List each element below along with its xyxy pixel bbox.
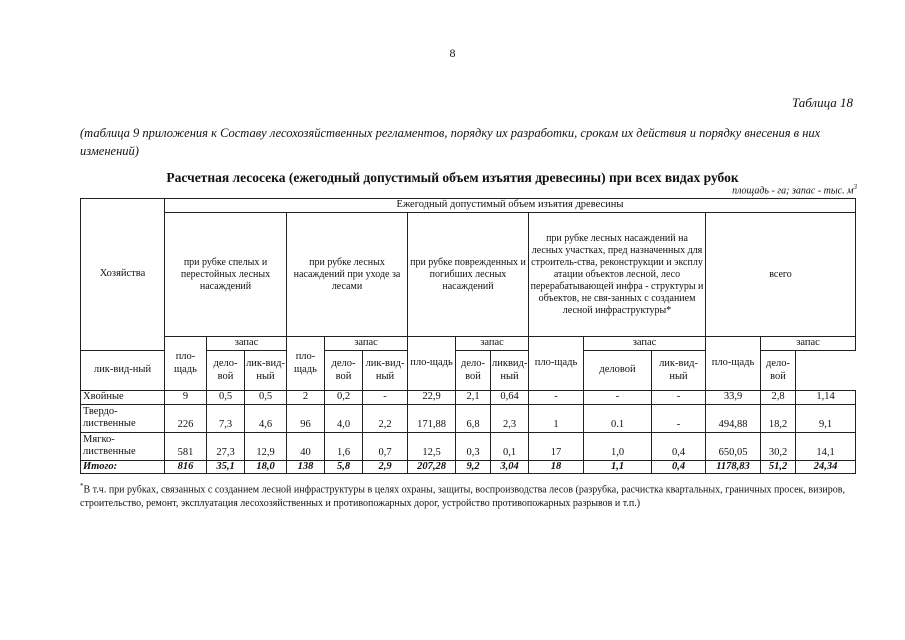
- cell: 33,9: [706, 391, 761, 405]
- cell: 0.1: [584, 404, 652, 432]
- cell: 581: [165, 432, 207, 460]
- header-liquid: лик-вид-ный: [81, 351, 165, 391]
- cell: 9: [165, 391, 207, 405]
- cell: -: [363, 391, 408, 405]
- footnote-text: В т.ч. при рубках, связанных с созданием лесной инфраструктуры в целях охраны, защиты, воспроизводства лесов (разрубка, расчистка квартальных, граничных просек, визиров, строительство, ремонт, эксплуатация лесохозяйственных и противопожарных дорог, устройство противопожарных разрывов и т.п.): [80, 484, 845, 510]
- cell: -: [584, 391, 652, 405]
- logging-table: [80, 198, 856, 474]
- cell: -: [652, 391, 706, 405]
- cell: 96: [287, 404, 325, 432]
- header-area: пло-щадь: [529, 337, 584, 391]
- cell: 24,34: [796, 460, 856, 474]
- cell: 0,64: [491, 391, 529, 405]
- cell: 226: [165, 404, 207, 432]
- cell: 171,88: [408, 404, 456, 432]
- cell: 0,2: [325, 391, 363, 405]
- header-group-total: всего: [706, 213, 856, 337]
- cell: 3,04: [491, 460, 529, 474]
- header-area: пло-щадь: [165, 337, 207, 391]
- units-text: площадь - га; запас - тыс. м: [732, 185, 854, 197]
- cell: 0,4: [652, 460, 706, 474]
- cell: 2: [287, 391, 325, 405]
- cell: 207,28: [408, 460, 456, 474]
- row-name: Итого:: [81, 460, 165, 474]
- header-stock: запас: [325, 337, 408, 351]
- cell: 0,7: [363, 432, 408, 460]
- header-stock: запас: [207, 337, 287, 351]
- row-name: Мягко-лиственные: [81, 432, 165, 460]
- cell: 816: [165, 460, 207, 474]
- header-group-infrastructure: при рубке лесных насаждений на лесных участках, пред назначенных для строитель-ства, реконструкции и эксплу атации объектов лесной, лесо перерабатывающей инфра - структуры и объектов, не свя-занных с созданием лесной инфраструктуры*: [529, 213, 706, 337]
- cell: 27,3: [207, 432, 245, 460]
- cell: 1,14: [796, 391, 856, 405]
- header-business: дело-вой: [761, 351, 796, 391]
- cell: -: [652, 404, 706, 432]
- cell: 7,3: [207, 404, 245, 432]
- cell: 494,88: [706, 404, 761, 432]
- header-area: пло-щадь: [706, 337, 761, 391]
- header-area: пло-щадь: [408, 337, 456, 391]
- table-row: [81, 391, 856, 405]
- table-label: Таблица 18: [791, 95, 853, 110]
- cell: 1178,83: [706, 460, 761, 474]
- cell: 14,1: [796, 432, 856, 460]
- header-row-3: [81, 337, 856, 351]
- cell: 35,1: [207, 460, 245, 474]
- header-liquid: лик-вид-ный: [245, 351, 287, 391]
- units-note: [732, 183, 857, 196]
- footnote: [80, 479, 860, 511]
- page-number: 8: [449, 46, 456, 60]
- row-name: Хвойные: [81, 391, 165, 405]
- row-name: Твердо-лиственные: [81, 404, 165, 432]
- cell: 0,4: [652, 432, 706, 460]
- cell: 9,2: [456, 460, 491, 474]
- cell: 9,1: [796, 404, 856, 432]
- header-farm: Хозяйства: [81, 199, 165, 351]
- header-group: Ежегодный допустимый объем изъятия древесины: [165, 199, 856, 213]
- cell: 1,0: [584, 432, 652, 460]
- cell: 22,9: [408, 391, 456, 405]
- cell: 40: [287, 432, 325, 460]
- table-subtitle: (таблица 9 приложения к Составу лесохозяйственных регламентов, порядку их разработки, срокам их действия и порядку внесения в них изменений): [80, 126, 821, 158]
- cell: 1: [529, 404, 584, 432]
- cell: 5,8: [325, 460, 363, 474]
- total-row: [81, 460, 856, 474]
- cell: -: [529, 391, 584, 405]
- cell: 18: [529, 460, 584, 474]
- cell: 2,8: [761, 391, 796, 405]
- cell: 1,6: [325, 432, 363, 460]
- footnote-mark: *: [80, 482, 84, 490]
- header-liquid: ликвид-ный: [491, 351, 529, 391]
- cell: 12,5: [408, 432, 456, 460]
- cell: 0,1: [491, 432, 529, 460]
- cell: 30,2: [761, 432, 796, 460]
- cell: 2,1: [456, 391, 491, 405]
- header-business: дело-вой: [207, 351, 245, 391]
- header-stock: запас: [456, 337, 529, 351]
- cell: 18,0: [245, 460, 287, 474]
- table-row: [81, 432, 856, 460]
- cell: 138: [287, 460, 325, 474]
- cell: 4,0: [325, 404, 363, 432]
- header-business: дело-вой: [325, 351, 363, 391]
- header-group-damaged: при рубке поврежденных и погибших лесных насаждений: [408, 213, 529, 337]
- cell: 6,8: [456, 404, 491, 432]
- header-group-care: при рубке лесных насаждений при уходе за лесами: [287, 213, 408, 337]
- table-title: Расчетная лесосека (ежегодный допустимый объем изъятия древесины) при всех видах рубок: [166, 170, 739, 185]
- cell: 2,9: [363, 460, 408, 474]
- cell: 2,2: [363, 404, 408, 432]
- header-business: дело-вой: [456, 351, 491, 391]
- cell: 17: [529, 432, 584, 460]
- cell: 0,3: [456, 432, 491, 460]
- header-stock: запас: [761, 337, 856, 351]
- header-liquid: лик-вид-ный: [363, 351, 408, 391]
- units-superscript: 3: [853, 183, 857, 191]
- cell: 4,6: [245, 404, 287, 432]
- header-stock: запас: [584, 337, 706, 351]
- cell: 12,9: [245, 432, 287, 460]
- cell: 0,5: [245, 391, 287, 405]
- header-business: деловой: [584, 351, 652, 391]
- header-row-1: [81, 199, 856, 213]
- cell: 18,2: [761, 404, 796, 432]
- cell: 1,1: [584, 460, 652, 474]
- cell: 0,5: [207, 391, 245, 405]
- table-row: [81, 404, 856, 432]
- header-row-2: [81, 213, 856, 337]
- cell: 650,05: [706, 432, 761, 460]
- header-area: пло-щадь: [287, 337, 325, 391]
- cell: 51,2: [761, 460, 796, 474]
- header-group-mature: при рубке спелых и перестойных лесных насаждений: [165, 213, 287, 337]
- cell: 2,3: [491, 404, 529, 432]
- header-liquid: лик-вид-ный: [652, 351, 706, 391]
